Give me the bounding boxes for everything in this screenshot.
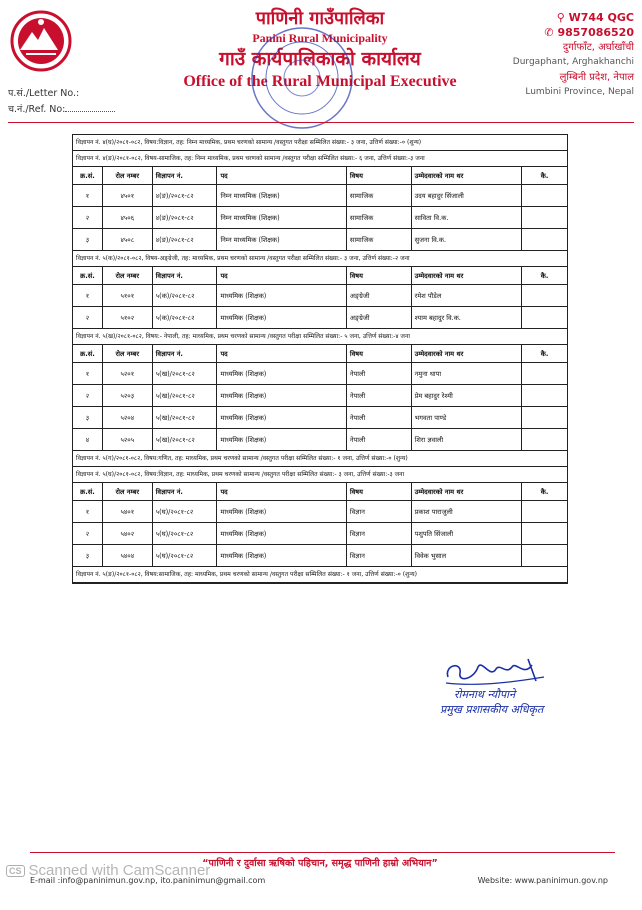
col-serial-cell: ४: [73, 429, 103, 450]
table-row: [73, 285, 567, 307]
col-roll-header: रोल नम्बर: [103, 483, 153, 500]
ref-no-blank: [65, 111, 115, 112]
letter-no-label: प.सं./Letter No.:: [8, 88, 80, 99]
municipality-name-np: पाणिनी गाउँपालिका: [255, 8, 385, 29]
col-subject-cell: अङ्ग्रेजी: [347, 285, 412, 306]
col-subject-cell: नेपाली: [347, 429, 412, 450]
col-post-header: पद: [217, 267, 346, 284]
column-header-row: [73, 483, 567, 501]
section-header: विज्ञापन नं. ५(क)/२०८१-०८२, विषय-अङ्ग्रेजी, तह: माध्यमिक, प्रथम चरणको सामान्य /वस्तुगत परीक्षा सम्मिलित संख्या:- ३ जना, उत्तिर्ण संख्या:-२ जना: [73, 251, 567, 267]
col-post-cell: माध्यमिक (शिक्षक): [217, 307, 346, 328]
phone-number: 9857086520: [557, 26, 634, 39]
col-remarks-cell: [522, 307, 567, 328]
camscanner-logo-icon: CS: [6, 865, 25, 877]
col-candidate-cell: नमुना थापा: [412, 363, 523, 384]
col-serial-header: क्र.सं.: [73, 167, 103, 184]
office-stamp: [248, 24, 356, 132]
signatory-name: रोमनाथ न्यौपाने: [454, 688, 516, 701]
address-np: दुर्गाफाँट, अर्घाखाँची: [562, 42, 634, 53]
table-row: [73, 307, 567, 329]
col-roll-cell: ५२०१: [103, 363, 153, 384]
col-remarks-cell: [522, 407, 567, 428]
province-np: लुम्बिनी प्रदेश, नेपाल: [559, 72, 634, 83]
col-post-cell: माध्यमिक (शिक्षक): [217, 363, 346, 384]
col-serial-cell: १: [73, 363, 103, 384]
col-candidate-cell: उदय बहादुर सिंजाली: [412, 185, 523, 206]
col-roll-cell: ५४०२: [103, 523, 153, 544]
col-remarks-cell: [522, 185, 567, 206]
section-header: विज्ञापन नं. ४(ङ)/२०८१-०८२, विषय-सामाजिक, तह: निम्न माध्यमिक, प्रथम चरणको सामान्य /वस्तुगत परीक्षा सम्मिलित संख्या:- ६ जना, उत्तिर्ण संख्या:-३ जना: [73, 151, 567, 167]
col-advert-cell: ५(ख)/२०८१-८२: [153, 385, 218, 406]
table-row: [73, 523, 567, 545]
col-serial-cell: २: [73, 307, 103, 328]
col-candidate-cell: पशुपति सिंजाली: [412, 523, 523, 544]
col-post-cell: माध्यमिक (शिक्षक): [217, 385, 346, 406]
col-advert-cell: ५(ख)/२०८१-८२: [153, 429, 218, 450]
col-candidate-header: उम्मेदवारको नाम थर: [412, 483, 523, 500]
col-remarks-cell: [522, 545, 567, 566]
col-candidate-cell: साविता वि.क.: [412, 207, 523, 228]
col-subject-header: विषय: [347, 267, 412, 284]
col-candidate-cell: श्याम बहादुर वि.क.: [412, 307, 523, 328]
col-subject-cell: विज्ञान: [347, 523, 412, 544]
col-remarks-header: कै.: [540, 488, 549, 496]
col-advert-header: विज्ञापन नं.: [153, 345, 218, 362]
col-roll-header: रोल नम्बर: [103, 267, 153, 284]
col-advert-cell: ५(घ)/२०८१-८२: [153, 545, 218, 566]
col-advert-header: विज्ञापन नं.: [153, 167, 218, 184]
col-serial-cell: १: [73, 185, 103, 206]
col-remarks-cell: [522, 523, 567, 544]
col-remarks-header: कै.: [540, 350, 549, 358]
table-row: [73, 207, 567, 229]
col-remarks-cell: [522, 363, 567, 384]
column-header-row: [73, 167, 567, 185]
col-remarks-cell: [522, 429, 567, 450]
col-roll-cell: ५२०४: [103, 407, 153, 428]
phone-icon: ✆: [544, 26, 558, 39]
table-row: [73, 429, 567, 451]
col-candidate-header: उम्मेदवारको नाम थर: [412, 267, 523, 284]
col-advert-cell: ५(ख)/२०८१-८२: [153, 363, 218, 384]
location-pin-icon: ⚲: [556, 11, 569, 24]
col-remarks-header: कै.: [540, 272, 549, 280]
footer-slogan: “पाणिनी र दुर्वासा ऋषिको पहिचान, समृद्ध पाणिनी हाम्रो अभियान”: [202, 858, 438, 869]
col-roll-cell: ५४०१: [103, 501, 153, 522]
col-advert-header: विज्ञापन नं.: [153, 483, 218, 500]
col-remarks-header: कै.: [540, 172, 549, 180]
col-candidate-cell: रमेश पौडेल: [412, 285, 523, 306]
col-serial-cell: २: [73, 207, 103, 228]
col-candidate-header: उम्मेदवारको नाम थर: [412, 167, 523, 184]
col-subject-header: विषय: [347, 345, 412, 362]
col-advert-cell: ५(घ)/२०८१-८२: [153, 501, 218, 522]
col-advert-cell: ४(ङ)/२०८१-८२: [153, 207, 218, 228]
ref-no-label: च.नं./Ref. No:: [8, 104, 66, 115]
section-header: विज्ञापन नं. ५(ङ)/२०८१-०८२, विषय:सामाजिक, तह: माध्यमिक, प्रथम चरणको सामान्य /वस्तुगत परीक्षा सम्मिलित संख्या:- १ जना, उत्तिर्ण संख्या:-० (शुन्य): [73, 567, 567, 583]
footer-email: E-mail :info@paninimun.gov.np, ito.paninimun@gmail.com: [30, 876, 266, 885]
col-post-cell: माध्यमिक (शिक्षक): [217, 285, 346, 306]
col-subject-cell: अङ्ग्रेजी: [347, 307, 412, 328]
col-advert-cell: ५(घ)/२०८१-८२: [153, 523, 218, 544]
col-subject-cell: विज्ञान: [347, 545, 412, 566]
col-subject-cell: सामाजिक: [347, 229, 412, 250]
table-row: [73, 407, 567, 429]
section-header: विज्ञापन नं. ५(ग)/२०८१-०८२, विषय:गणित, तह: माध्यमिक, प्रथम चरणको सामान्य /वस्तुगत परीक्षा सम्मिलित संख्या:- १ जना, उत्तिर्ण संख्या:-० (शुन्य): [73, 451, 567, 467]
col-post-cell: माध्यमिक (शिक्षक): [217, 545, 346, 566]
table-row: [73, 501, 567, 523]
table-row: [73, 229, 567, 251]
section-header: विज्ञापन नं. ४(घ)/२०८१-०८२, विषय:विज्ञान, तह: निम्न माध्यमिक, प्रथम चरणको सामान्य /वस्तुगत परीक्षा सम्मिलित संख्या:- ३ जना, उत्तिर्ण संख्या:-० (शुन्य): [73, 135, 567, 151]
col-remarks-cell: [522, 229, 567, 250]
col-subject-cell: सामाजिक: [347, 185, 412, 206]
col-advert-cell: ४(ङ)/२०८१-८२: [153, 229, 218, 250]
col-roll-cell: ४५०८: [103, 229, 153, 250]
table-row: [73, 185, 567, 207]
office-name-en: Office of the Rural Municipal Executive: [183, 73, 457, 90]
col-advert-header: विज्ञापन नं.: [153, 267, 218, 284]
col-roll-header: रोल नम्बर: [103, 167, 153, 184]
col-remarks-cell: [522, 385, 567, 406]
col-serial-cell: १: [73, 501, 103, 522]
col-remarks-cell: [522, 207, 567, 228]
col-post-header: पद: [217, 345, 346, 362]
col-serial-header: क्र.सं.: [73, 483, 103, 500]
col-candidate-cell: शिरा ज्ञवाली: [412, 429, 523, 450]
letter-ref-block: [8, 86, 115, 118]
col-post-header: पद: [217, 167, 346, 184]
column-header-row: [73, 345, 567, 363]
col-serial-cell: ३: [73, 407, 103, 428]
col-subject-header: विषय: [347, 483, 412, 500]
col-serial-header: क्र.सं.: [73, 345, 103, 362]
col-post-header: पद: [217, 483, 346, 500]
col-subject-cell: नेपाली: [347, 407, 412, 428]
col-candidate-cell: प्रेम बहादुर रेश्मी: [412, 385, 523, 406]
col-subject-cell: विज्ञान: [347, 501, 412, 522]
col-candidate-cell: विवेक भुसाल: [412, 545, 523, 566]
col-candidate-header: उम्मेदवारको नाम थर: [412, 345, 523, 362]
scanner-watermark: [6, 862, 210, 879]
municipality-name-en: Panini Rural Municipality: [252, 31, 388, 45]
col-remarks-cell: [522, 501, 567, 522]
col-post-cell: निम्न माध्यमिक (शिक्षक): [217, 185, 346, 206]
table-row: [73, 545, 567, 567]
col-post-cell: माध्यमिक (शिक्षक): [217, 407, 346, 428]
handwritten-signature: [440, 655, 550, 687]
col-serial-cell: २: [73, 523, 103, 544]
watermark-text: Scanned with CamScanner: [28, 862, 211, 879]
col-serial-cell: २: [73, 385, 103, 406]
col-serial-header: क्र.सं.: [73, 267, 103, 284]
signatory-block: [440, 687, 580, 717]
col-serial-cell: ३: [73, 545, 103, 566]
col-roll-header: रोल नम्बर: [103, 345, 153, 362]
signatory-title: प्रमुख प्रशासकीय अधिकृत: [440, 703, 544, 716]
col-post-cell: निम्न माध्यमिक (शिक्षक): [217, 207, 346, 228]
col-post-cell: माध्यमिक (शिक्षक): [217, 523, 346, 544]
col-candidate-cell: प्रकाश पाराजुली: [412, 501, 523, 522]
address-en: Durgaphant, Arghakhanchi: [512, 57, 634, 67]
col-candidate-cell: सुजना वि.क.: [412, 229, 523, 250]
plus-code: W744 QGC: [568, 11, 634, 24]
footer-website: Website: www.paninimun.gov.np: [477, 876, 608, 885]
office-name-np: गाउँ कार्यपालिकाको कार्यालय: [219, 48, 421, 70]
col-advert-cell: ५(ख)/२०८१-८२: [153, 407, 218, 428]
table-row: [73, 385, 567, 407]
col-serial-cell: १: [73, 285, 103, 306]
letterhead-divider: [8, 122, 634, 123]
col-post-cell: माध्यमिक (शिक्षक): [217, 429, 346, 450]
section-header: विज्ञापन नं. ५(ख)/२०८१-०८२, विषय:- नेपाली, तह: माध्यमिक, प्रथम चरणको सामान्य /वस्तुगत परीक्षा सम्मिलित संख्या:- ५ जना, उत्तिर्ण संख्या:-४ जना: [73, 329, 567, 345]
col-subject-header: विषय: [347, 167, 412, 184]
col-post-cell: निम्न माध्यमिक (शिक्षक): [217, 229, 346, 250]
col-advert-cell: ४(ङ)/२०८१-८२: [153, 185, 218, 206]
col-roll-cell: ५१०२: [103, 307, 153, 328]
results-table: [72, 134, 568, 584]
column-header-row: [73, 267, 567, 285]
col-subject-cell: नेपाली: [347, 363, 412, 384]
col-serial-cell: ३: [73, 229, 103, 250]
col-remarks-cell: [522, 285, 567, 306]
nepal-emblem-logo: [6, 10, 76, 72]
letterhead-contact: [484, 10, 634, 100]
col-advert-cell: ५(क)/२०८१-८२: [153, 285, 218, 306]
table-row: [73, 363, 567, 385]
province-en: Lumbini Province, Nepal: [525, 87, 634, 97]
section-header: विज्ञापन नं. ५(घ)/२०८१-०८२, विषय:विज्ञान, तह: माध्यमिक, प्रथम चरणको सामान्य /वस्तुगत परीक्षा सम्मिलित संख्या:- ३ जना, उत्तिर्ण संख्या:-३ जना: [73, 467, 567, 483]
footer-divider: [30, 852, 615, 853]
col-roll-cell: ४५०१: [103, 185, 153, 206]
col-roll-cell: ५२०३: [103, 385, 153, 406]
col-roll-cell: ५४०४: [103, 545, 153, 566]
col-post-cell: माध्यमिक (शिक्षक): [217, 501, 346, 522]
col-subject-cell: नेपाली: [347, 385, 412, 406]
col-roll-cell: ५१०१: [103, 285, 153, 306]
col-candidate-cell: भगवता पाण्डे: [412, 407, 523, 428]
col-roll-cell: ५२०५: [103, 429, 153, 450]
col-roll-cell: ४५०६: [103, 207, 153, 228]
col-subject-cell: सामाजिक: [347, 207, 412, 228]
col-advert-cell: ५(क)/२०८१-८२: [153, 307, 218, 328]
